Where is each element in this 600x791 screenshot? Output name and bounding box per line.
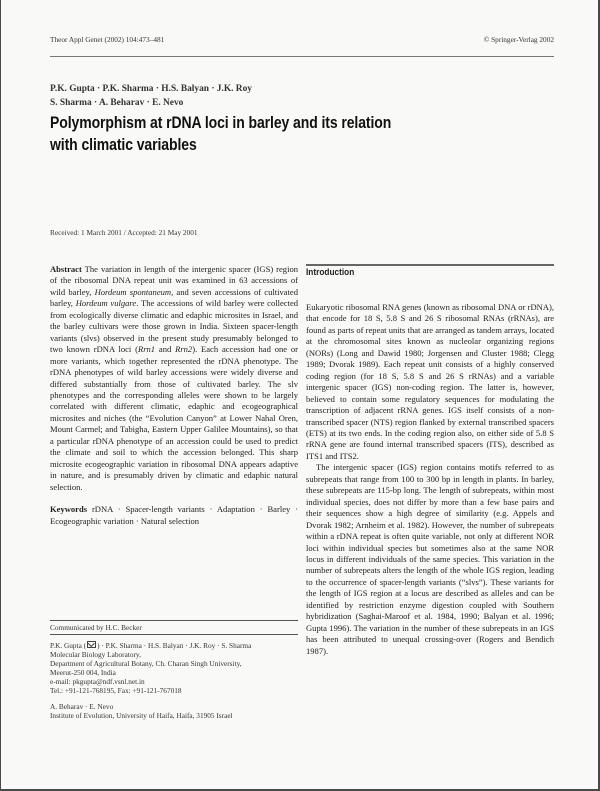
author-list: [50, 83, 410, 110]
affiliation-1-dept: Department of Agricultural Botany, Ch. Charan Singh University,: [50, 659, 242, 669]
communicated-by: Communicated by H.C. Becker: [50, 623, 142, 632]
introduction-paragraph-2: The intergenic spacer (IGS) region contains motifs referred to as subrepeats that range from 100 to 300 bp in length in plants. In barley, these subrepeats are 115-bp long. The length of subrepeats, within most individual species, does not differ by more than a few base pairs and their sequences show a high degree of similarity (e.g. Appels and Dvorak 1982; Arnheim et al. 1982). However, the number of subrepeats within a rDNA repeat is often quite variable, not only at different NOR loci within individual species but sometimes also at the same NOR locus in different individuals of the same species. This variation in the number of subrepeats alters the length of the whole IGS region, leading to the occurrence of spacer-length variants (“slvs”). These variants for the length of IGS region at a locus are described as alleles and can be identified by restriction enzyme digestion coupled with Southern hybridization (Saghai-Maroof et al. 1984, 1990; Balyan et al. 1996; Gupta 1996). The variation in the number of these subrepeats in an IGS has been attributed to unequal crossing-over (Rogers and Bendich 1987).: [306, 462, 554, 656]
introduction-column: [306, 302, 554, 657]
communicated-rule-bottom: [50, 634, 298, 635]
keywords: [50, 504, 298, 527]
affiliation-1-lab: Molecular Biology Laboratory,: [50, 650, 141, 660]
author-line-2: S. Sharma · A. Beharav · E. Nevo: [50, 97, 184, 108]
introduction-heading: Introduction: [306, 267, 355, 277]
locus-name: Rrn1: [137, 344, 156, 355]
abstract-text: The variation in length of the intergenic spacer (IGS) region of the ribosomal DNA repeat unit was examined in 63 accessions of wild barley,: [50, 264, 298, 297]
abstract-label: Abstract: [50, 264, 82, 274]
species-name: Hordeum vulgare: [75, 298, 137, 309]
abstract: [50, 264, 298, 493]
envelope-icon: [87, 641, 96, 648]
journal-citation: Theor Appl Genet (2002) 104:473–481: [50, 35, 165, 44]
abstract-text: and: [155, 344, 176, 355]
paper-page: [1, 0, 598, 789]
header-rule: [50, 56, 554, 57]
title-line-1: Polymorphism at rDNA loci in barley and its relation: [50, 114, 392, 132]
introduction-rule: [306, 264, 554, 266]
affiliation-2-names: A. Beharav · E. Nevo: [50, 701, 114, 711]
keywords-text: rDNA · Spacer-length variants · Adaptation · Barley · Ecogeographic variation · Natural selection: [50, 504, 298, 526]
keywords-label: Keywords: [50, 504, 88, 515]
copyright-notice: © Springer-Verlag 2002: [483, 35, 554, 44]
abstract-column: [50, 264, 298, 527]
abstract-text: . The accessions of wild barley were collected from ecologically diverse climatic and edaphic microsites in Israel, and the barley cultivars were those grown in India. Sixteen spacer-length variants (slvs) observed in the present study presumably belonged to two known rDNA loci (: [50, 298, 299, 355]
affiliation-1-city: Meerut-250 004, India: [50, 668, 116, 678]
names-text: P.K. Gupta (: [50, 641, 87, 650]
species-name: Hordeum spontaneum: [94, 286, 172, 297]
running-head: [50, 35, 554, 44]
affiliation-1-names: [50, 641, 302, 650]
affiliation-2-institute: Institute of Evolution, University of Haifa, Haifa, 31905 Israel: [50, 710, 233, 720]
received-dates: Received: 1 March 2001 / Accepted: 21 May 2001: [50, 228, 198, 237]
affiliation-1-phone: Tel.: +91-121-768195, Fax: +91-121-767018: [50, 686, 182, 696]
author-line-1: P.K. Gupta · P.K. Sharma · H.S. Balyan · J.K. Roy: [50, 84, 252, 94]
locus-name: Rrn2: [175, 344, 193, 355]
introduction-paragraph-1: Eukaryotic ribosomal RNA genes (known as ribosomal DNA or rDNA), that encode for 18 S, 5.8 S and 26 S ribosomal RNAs (rRNAs), are found as parts of repeat units that are arranged as tandem arrays, located at the chromosomal sites known as nucleolar organizing regions (NORs) (Long and Dawid 1980; Jorgensen and Cluster 1988; Clegg 1989; Dvorak 1989). Each repeat unit consists of a highly conserved coding region (for 18 S, 5.8 S and 26 S rRNAs) and a variable intergenic spacer (IGS) non-coding region. The latter is, however, believed to contain some regulatory sequences for modulating the transcription of adjacent rRNA genes. IGS itself consists of a non-transcribed spacer (NTS) region flanked by external transcribed spacers (ETS) at its two ends. In the coding region also, on either side of 5.8 S rRNA gene are found internal transcribed spacers (ITS), described as ITS1 and ITS2.: [306, 302, 554, 461]
affiliation-1-email[interactable]: e-mail: pkgupta@ndf.vsnl.net.in: [50, 677, 145, 687]
abstract-text: ). Each accession had one or more variants, which together represented the rDNA phenotype. The rDNA phenotypes of wild barley accessions were widely diverse and differed substantially from those of cultivated barley. The slv phenotypes and the corresponding alleles were shown to be largely correlated with different climatic, edaphic and ecogeographical microsites and niches (the “Evolution Canyon” at Lower Nahal Oren, Mount Carmel; and Tabigha, Eastern Upper Galilee Mountains), so that a particular rDNA phenotype of an accession could be used to predict the climate and soil to which the accession belonged. This sharp microsite ecogeographic variation in ribosomal DNA appears adaptive in nature, and is presumably driven by climatic and edaphic natural selection.: [50, 344, 299, 492]
paper-title: [50, 112, 463, 156]
names-text: ) · P.K. Sharma · H.S. Balyan · J.K. Roy · S. Sharma: [97, 641, 252, 650]
abstract-text: , and seven accessions of cultivated barley,: [50, 286, 299, 309]
affiliations: [50, 641, 302, 720]
communicated-rule-top: [50, 620, 298, 621]
title-line-2: with climatic variables: [50, 136, 197, 154]
